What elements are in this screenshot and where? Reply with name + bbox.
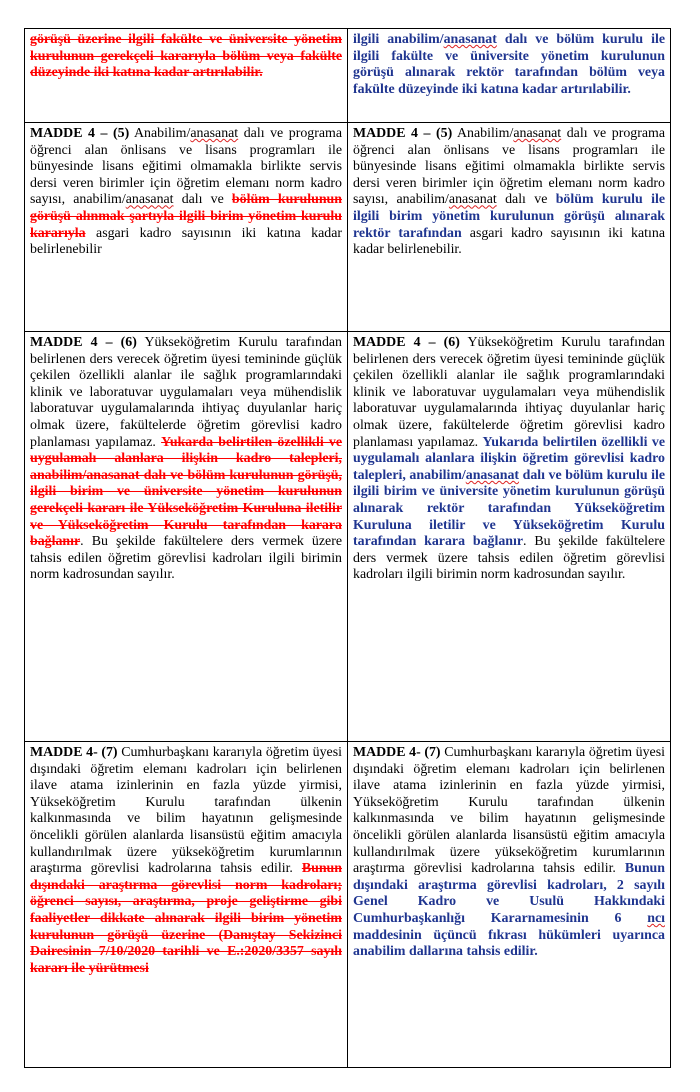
text-run: Cumhurbaşkanı kararıyla öğretim üyesi dışındaki öğretim elemanı kadroları için belirlenen ilave atama izinlerinin en fazla yüzde yirmisi, Yükseköğretim Kurulu tarafından ülkenin kalkınmasında ve bilim hayatının gelişmesinde öncelikli görülen alanlarda lisansüstü eğitim amacıyla kullandırılmak üzere yükseköğretim kurumlarının araştırma görevlisi kadrolarına tahsis edilir.	[353, 745, 665, 877]
table-row	[25, 332, 671, 742]
added-text: dalı ve bölüm kurulu ile ilgili fakülte ve üniversite yönetim kurulunun görüşü alınarak rektör tarafından bölüm veya fakülte düzeyinde iki katına kadar artırılabilir.	[353, 32, 665, 97]
added-text: bölüm kurulu ile ilgili birim yönetim kurulunun görüşü alınarak rektör tarafından	[353, 192, 665, 241]
deleted-text: görüşü üzerine ilgili fakülte ve üniversite yönetim kurulunun gerekçeli kararıyla bölüm veya fakülte düzeyinde iki katına kadar artırılabilir.	[30, 32, 342, 81]
added-text: dalı ve bölüm kurulu ile ilgili birim ve üniversite yönetim kurulunun görüşü alınarak rektör tarafından Yükseköğretim Kuruluna iletilir ve Yükseköğretim Kurulu tarafından karara bağlanır	[353, 467, 665, 550]
new-text-cell	[348, 29, 671, 123]
article-heading: MADDE 4 – (5)	[353, 126, 453, 141]
comparison-table	[24, 28, 671, 1068]
text-run: dalı ve	[496, 192, 556, 208]
table-row	[25, 742, 671, 1068]
deleted-text: Bunun dışındaki araştırma görevlisi norm kadroları; öğrenci sayısı, araştırma, proje geliştirme gibi faaliyetler dikkate alınarak ilgili birim yönetim kurulunun görüşü üzerine (Danıştay Sekizinci Dairesinin 7/10/2020 tarihli ve E.:2020/3357 sayılı kararı ile yürütmesi	[30, 861, 342, 976]
old-text-cell	[25, 332, 348, 742]
added-text: anasanat	[443, 32, 497, 47]
text-run: dalı ve	[173, 192, 232, 208]
text-run: Anabilim/	[452, 126, 514, 141]
text-run: Cumhurbaşkanı kararıyla öğretim üyesi dışındaki öğretim elemanı kadroları için belirlenen ilave atama izinlerinin en fazla yüzde yirmisi, Yükseköğretim Kurulu tarafından ülkenin kalkınmasında ve bilim hayatının gelişmesinde öncelikli görülen alanlarda lisansüstü eğitim amacıyla kullandırılmak üzere yükseköğretim kurumlarının araştırma görevlisi kadrolarına tahsis edilir.	[30, 745, 342, 877]
article-heading: MADDE 4- (7)	[353, 745, 441, 760]
article-heading: MADDE 4- (7)	[30, 745, 118, 760]
added-text: anasanat	[465, 467, 520, 483]
table-row	[25, 123, 671, 332]
text-run: anasanat	[125, 192, 174, 208]
text-run: anasanat	[513, 126, 562, 141]
added-text: Yukarıda belirtilen özellikli ve uygulamalı alanlara ilişkin öğretim görevlisi kadro talepleri, anabilim/	[353, 434, 665, 483]
text-run: asgari kadro sayısının iki katına kadar belirlenebilir	[30, 225, 342, 258]
text-run: . Bu şekilde fakültelere ders vermek üzere tahsis edilen öğretim görevlisi kadroları ilgili birimin norm kadrosundan sayılır.	[353, 534, 665, 583]
deleted-text: Yukarda belirtilen özellikli ve uygulamalı alanlara ilişkin kadro talepleri, anabilim/anasanat dalı ve bölüm kurulunun görüşü, ilgili birim ve üniversite yönetim kurulunun gerekçeli kararı ile Yükseköğretim Kuruluna iletilir ve Yükseköğretim Kurulu tarafından karara bağlanır	[30, 434, 343, 550]
text-run: Yükseköğretim Kurulu tarafından belirlenen ders verecek öğretim üyesi temininde güçlük çekilen özellikli alanlar ile sağlık programlarındaki klinik ve laboratuvar uygulamaları veya mühendislik laboratuvar uygulamalarında ihtiyaç duyulanlar hariç olmak üzere, fakültelerde öğretim görevlisi kadro planlaması yapılamaz.	[30, 335, 342, 450]
article-heading: MADDE 4 – (5)	[30, 126, 130, 141]
old-text-cell	[25, 742, 348, 1068]
added-text: maddesinin üçüncü fıkrası hükümleri uyarınca anabilim dallarına tahsis edilir.	[353, 927, 665, 960]
text-run: Anabilim/	[129, 126, 191, 141]
text-run: dalı ve programa öğrenci alan önlisans ve lisans programları ile bünyesinde lisans eğitimi olmamakla birlikte servis dersi veren birimler için öğretim elemanı norm kadro sayısı, anabilim/	[30, 126, 342, 208]
new-text-cell	[348, 123, 671, 332]
article-heading: MADDE 4 – (6)	[30, 335, 137, 350]
comparison-table-body	[25, 29, 671, 1068]
new-text-cell	[348, 742, 671, 1068]
text-run: . Bu şekilde fakültelere ders vermek üzere tahsis edilen öğretim görevlisi kadroları ilgili birimin norm kadrosundan sayılır.	[30, 534, 342, 583]
new-text-cell	[348, 332, 671, 742]
added-text: ilgili anabilim/	[353, 32, 444, 47]
text-run: Yükseköğretim Kurulu tarafından belirlenen ders verecek öğretim üyesi temininde güçlük çekilen özellikli alanlar ile sağlık programlarındaki klinik ve laboratuvar uygulamaları veya mühendislik laboratuvar uygulamalarında ihtiyaç duyulanlar hariç olmak üzere, fakültelerde öğretim görevlisi kadro planlaması yapılamaz.	[353, 335, 665, 450]
added-text: ncı	[647, 910, 665, 926]
document-page	[24, 28, 670, 1068]
table-row	[25, 29, 671, 123]
text-run: anasanat	[190, 126, 239, 141]
added-text: Bunun dışındaki araştırma görevlisi kadroları, 2 sayılı Genel Kadro ve Usulü Hakkındaki Cumhurbaşkanlığı Kararnamesinin 6	[353, 861, 665, 926]
article-heading: MADDE 4 – (6)	[353, 335, 460, 350]
deleted-text: bölüm kurulunun görüşü alınmak şartıyla ilgili birim yönetim kurulu kararıyla	[30, 192, 342, 241]
text-run: dalı ve programa öğrenci alan önlisans ve lisans programları ile bünyesinde lisans eğitimi olmamakla birlikte servis dersi veren birimler için öğretim elemanı norm kadro sayısı, anabilim/	[353, 126, 665, 208]
text-run: anasanat	[448, 192, 497, 208]
old-text-cell	[25, 123, 348, 332]
old-text-cell	[25, 29, 348, 123]
text-run: asgari kadro sayısının iki katına kadar belirlenebilir.	[353, 225, 665, 258]
